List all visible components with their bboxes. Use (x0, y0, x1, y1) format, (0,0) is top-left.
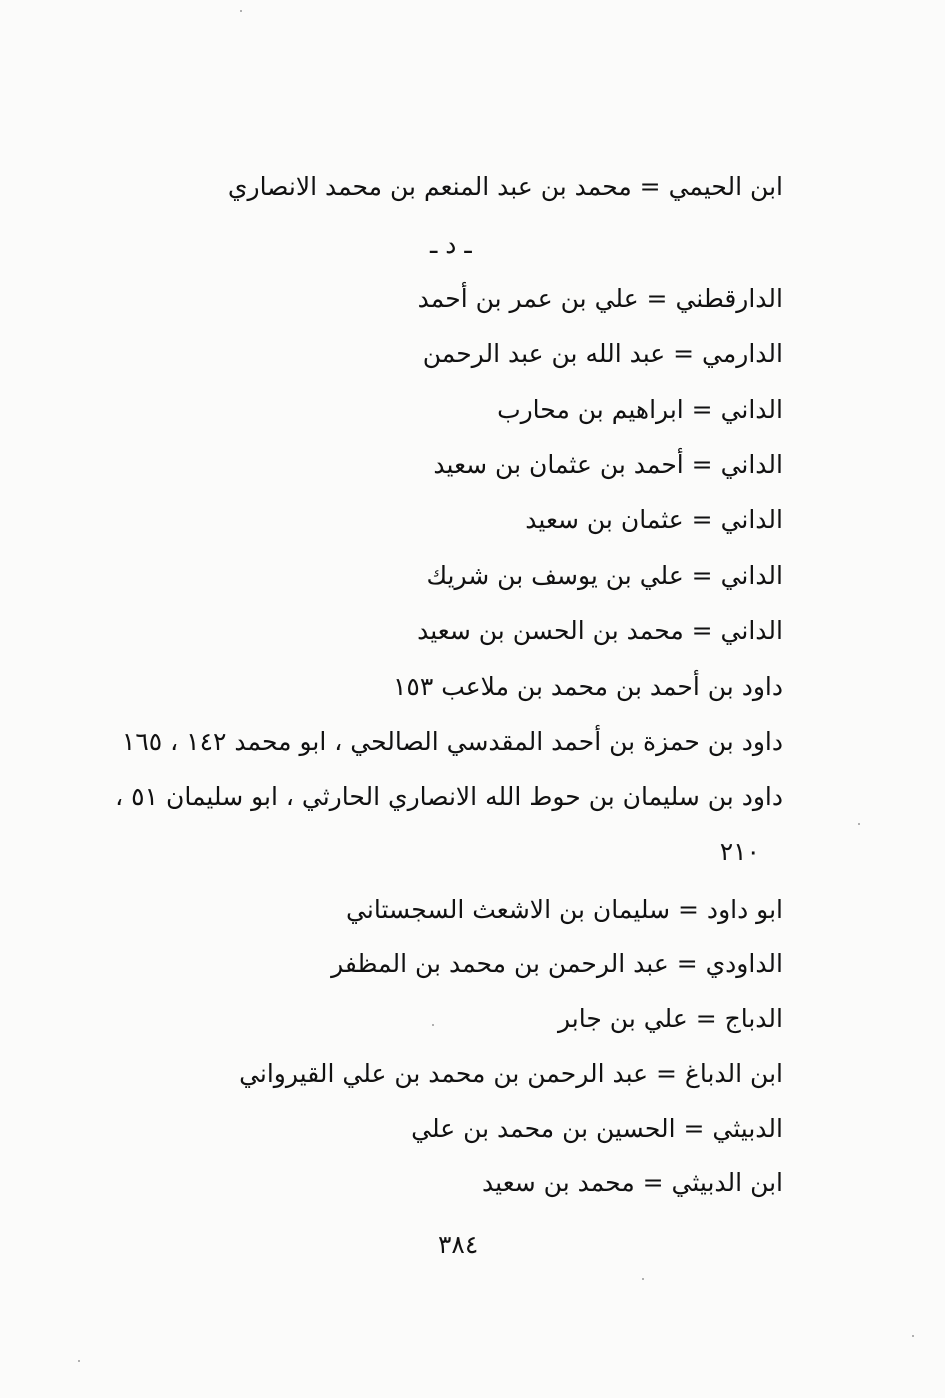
index-entry: الدبيثي = الحسين بن محمد بن علي (411, 1114, 783, 1143)
index-entry: داود بن سليمان بن حوط الله الانصاري الحارثي ، ابو سليمان ٥١ ، (115, 782, 783, 811)
scan-speck (912, 1335, 914, 1337)
index-entry: ابو داود = سليمان بن الاشعث السجستاني (346, 895, 783, 924)
index-entry-continuation: ٢١٠ (719, 837, 760, 866)
index-entry: الداني = محمد بن الحسن بن سعيد (417, 616, 783, 645)
index-entry: ابن الدبيثي = محمد بن سعيد (482, 1168, 783, 1197)
index-entry: الداني = علي بن يوسف بن شريك (426, 561, 783, 590)
index-entry: الدارقطني = علي بن عمر بن أحمد (417, 284, 783, 313)
index-entry: الداني = عثمان بن سعيد (525, 505, 783, 534)
index-entry: داود بن حمزة بن أحمد المقدسي الصالحي ، ابو محمد ١٤٢ ، ١٦٥ (121, 727, 783, 756)
index-entry: داود بن أحمد بن محمد بن ملاعب ١٥٣ (392, 672, 783, 701)
section-heading: ـ د ـ (430, 230, 472, 259)
index-entry: ابن الدباغ = عبد الرحمن بن محمد بن علي القيرواني (239, 1059, 783, 1088)
index-entry: الداني = أحمد بن عثمان بن سعيد (433, 450, 783, 479)
index-entry: الدباج = علي بن جابر (558, 1004, 783, 1033)
index-entry: الداني = ابراهيم بن محارب (497, 395, 783, 424)
scan-speck (240, 10, 242, 12)
scan-speck (432, 1024, 434, 1026)
index-entry: الدارمي = عبد الله بن عبد الرحمن (422, 339, 783, 368)
index-entry: ابن الحيمي = محمد بن عبد المنعم بن محمد الانصاري (227, 172, 783, 201)
scan-speck (642, 1278, 644, 1280)
scan-speck (858, 823, 860, 825)
scan-speck (78, 1360, 80, 1362)
index-entry: الداودي = عبد الرحمن بن محمد بن المظفر (331, 949, 783, 978)
page-number: ٣٨٤ (438, 1230, 479, 1259)
